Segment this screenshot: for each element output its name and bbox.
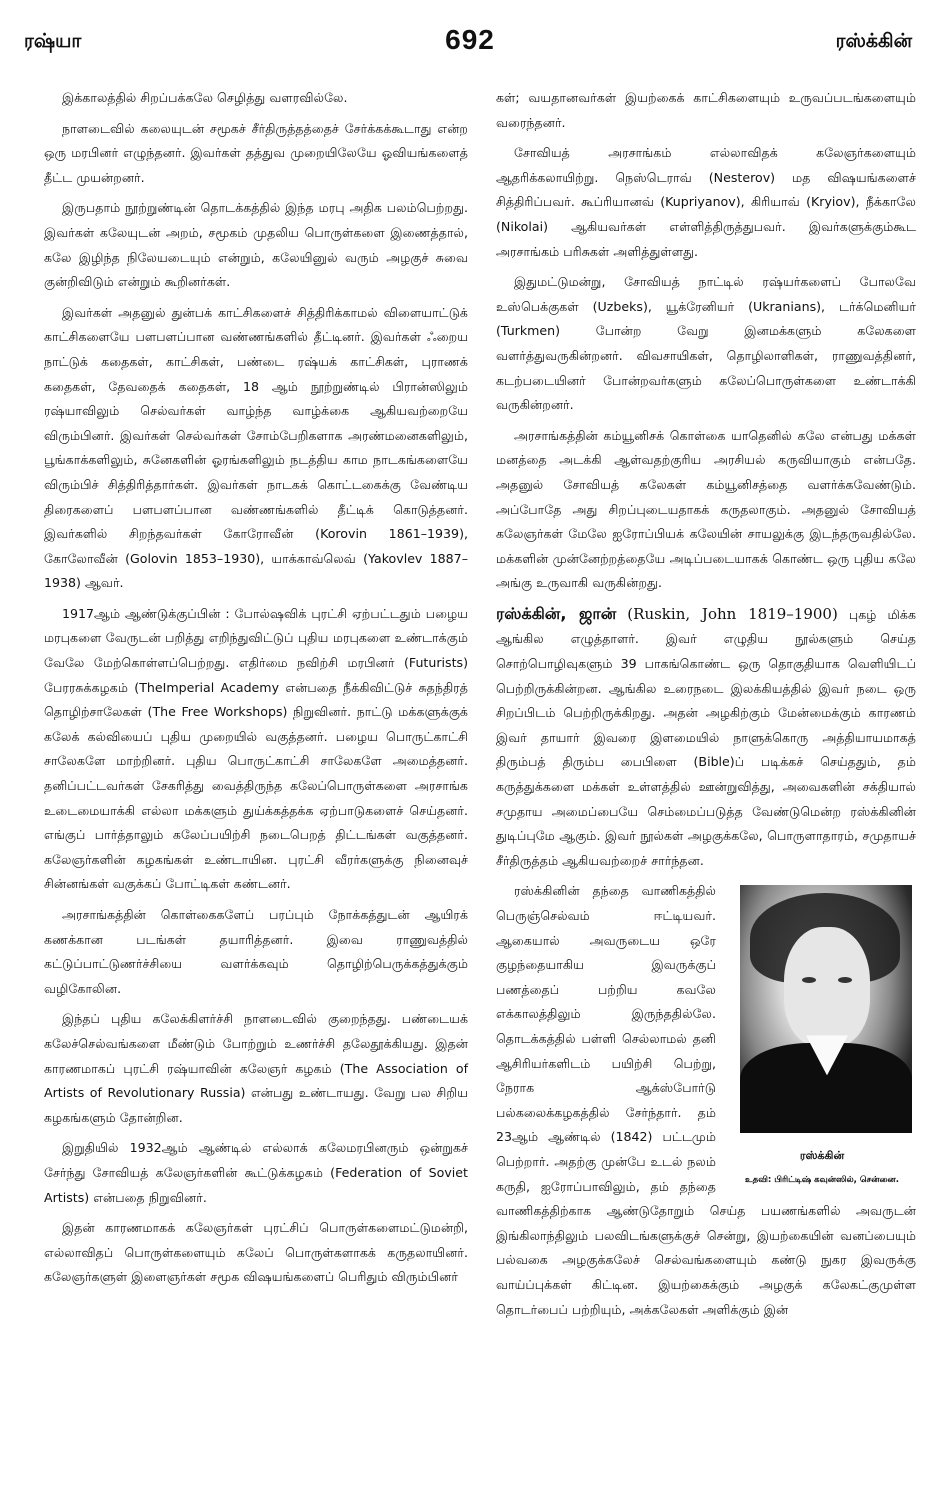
page-header — [20, 22, 920, 66]
paragraph: இருபதாம் நூற்றுண்டின் தொடக்கத்தில் இந்த மரபு அதிக பலம்பெற்றது. இவர்கள் கலேயுடன் அறம், சமூகம் முதலிய பொருள்களை இணைத்தால், கலே இழிந்த நிலேயடையும் என்றும், கலேயினுல் வரும் அழகுச் சுவை குன்றிவிடும் என்றும் கூறினர்கள். — [44, 200, 468, 290]
paragraph: இந்தப் புதிய கலேக்கிளர்ச்சி நாளடைவில் குறைந்தது. பண்டையக் கலேச்செல்வங்களை மீண்டும் போற்றும் உணர்ச்சி தலேதூக்கியது. இதன் காரணமாகப் புரட்சி ரஷ்யாவின் கலேஞர் கழகம் (The Association of Artists of Revolutionary Russia) என்பது உண்டாயது. வேறு பல சிறிய கழகங்களும் தோன்றின. — [44, 1011, 468, 1125]
portrait-caption: ரஸ்க்கின் — [799, 1149, 845, 1163]
paragraph: சோவியத் அரசாங்கம் எல்லாவிதக் கலேஞர்களையும் ஆதரிக்கலாயிற்று. நெஸ்டெராவ் (Nesterov) மத விஷயங்களைச் சித்திரிப்பவர். கூப்ரியானவ் (Kupriyanov), கிரியாவ் (Kryiov), நீக்காலே (Nikolai) ஆகியவர்கள் எள்ளித்திருத்துபவர். இவர்களுக்கும்கூட அரசாங்கம் பரிசுகள் அளித்துள்ளது. — [496, 145, 916, 259]
running-head-left: ரஷ்யா — [24, 30, 82, 52]
entry-paragraph — [496, 602, 916, 874]
entry-headword: ரஸ்க்கின், ஜான் — [496, 603, 617, 623]
portrait-credit: உதவி: பிரிட்டிஷ் கவுன்ஸில், சென்னை. — [745, 1175, 899, 1186]
entry-first-paragraph: புகழ் மிக்க ஆங்கில எழுத்தாளர். இவர் எழுதிய நூல்களும் செய்த சொற்பொழிவுகளும் 39 பாகங்கொண்ட ஒரு தொகுதியாக வெளியிடப் பெற்றிருக்கின்றன. ஆங்கில உரைநடை இலக்கியத்தில் இவர் நடை ஒரு சிறப்பிடம் பெற்றிருக்கிறது. அதன் அழகிற்கும் மேன்மைக்கும் காரணம் இவர் தாயார் இவரை இளமையில் நாளுக்கொரு அத்தியாயமாகத் திரும்பத் திரும்ப பைபிளை (Bible)ப் படிக்கச் செய்ததும், தம் கருத்துக்களை மக்கள் உள்ளத்தில் ஊன்றுவித்து, அவைகளின் சக்தியால் சமுதாய அமைப்பையே செம்மைப்படுத்த வேண்டுமென்ற ரஸ்க்கினின் துடிப்புமே ஆகும். இவர் நூல்கள் அழகுக்கலே, பொருளாதாரம், சமுதாயச் சீர்திருத்தம் ஆகியவற்றைச் சார்ந்தன. — [496, 606, 916, 868]
running-head-right: ரஸ்க்கின் — [835, 30, 912, 52]
left-column — [44, 86, 468, 1296]
paragraph: இதன் காரணமாகக் கலேஞர்கள் புரட்சிப் பொருள்களைமட்டுமன்றி, எல்லாவிதப் பொருள்களையும் கலேப் பொருள்களாகக் கருதலாயினர். கலேஞர்களுள் இளைஞர்கள் சமூக விஷயங்களைப் பெரிதும் விரும்பினர் — [44, 1220, 468, 1285]
paragraph: இவர்கள் அதனுல் துன்பக் காட்சிகளைச் சித்திரிக்காமல் விளையாட்டுக் காட்சிகளையே பளபளப்பான வண்ணங்களில் தீட்டினர். இவர்கள் ஃறைய நாட்டுக் கதைகள், காட்சிகள், பண்டை ரஷ்யக் காட்சிகள், புராணக் கதைகள், தேவதைக் கதைகள், 18 ஆம் நூற்றுண்டில் பிரான்ஸிலும் ரஷ்யாவிலும் செல்வர்கள் வாழ்ந்த வாழ்க்கை ஆகியவற்றையே விரும்பினர். இவர்கள் செல்வர்கள் சோம்பேறிகளாக அரண்மனைகளிலும், பூங்காக்களிலும், சுனேகளின் ஓரங்களிலும் நடத்திய காம நாடகங்களையே விரும்பிச் சித்திரித்தார்கள். இவர்கள் நாடகக் கொட்டகைக்கு வேண்டிய திரைகளைப் பளபளப்பான வண்ணங்களில் தீட்டிக் கொடுத்தனர். இவர்களில் சிறந்தவர்கள் கோரோவீன் (Korovin 1861–1939), கோலோவீன் (Golovin 1853–1930), யாக்காவ்லெவ் (Yakovlev 1887–1938) ஆவர். — [44, 304, 468, 591]
paragraph: 1917ஆம் ஆண்டுக்குப்பின் : போல்ஷவிக் புரட்சி ஏற்பட்டதும் பழைய மரபுகளை வேருடன் பறித்து எறிந்துவிட்டுப் புதிய மரபுகளை உண்டாக்கும் வேலே மேற்கொள்ளப்பெற்றது. எதிர்மை நவிற்சி மரபினர் (Futurists) பேரரசுக்கழகம் (TheImperial Academy என்பதை நீக்கிவிட்டுச் சுதந்திரத் தொழிற்சாலேகள் (The Free Workshops) நிறுவினர். நாட்டு மக்களுக்குக் கலேக் கல்வியைப் புதிய முறையில் வகுத்தனர். பழைய பொருட்காட்சி சாலேகளே மாற்றினர். புதிய பொருட்காட்சி சாலேகளே அமைத்தனர். தனிப்பட்டவர்கள் சேகரித்து வைத்திருந்த கலேப்பொருள்களை அரசாங்க உடைமையாக்கி எல்லா மக்களும் துய்க்கத்தக்க ஏற்பாடுகளைச் செய்தனர். எங்குப் பார்த்தாலும் கலேப்பயிற்சி நடைபெறத் திட்டங்கள் வகுத்தனர். கலேஞர்களின் கழகங்கள் உண்டாயின. புரட்சி வீரர்களுக்கு நினைவுச் சின்னங்கள் வகுக்கப் போட்டிகள் கண்டனர். — [44, 605, 468, 892]
paragraph: நாளடைவில் கலையுடன் சமூகச் சீர்திருத்தத்தைச் சேர்க்கக்கூடாது என்ற ஒரு மரபினர் எழுந்தனர். இவர்கள் தத்துவ முறையிலேயே ஓவியங்களைத் தீட்ட முயன்றனர். — [44, 120, 468, 185]
paragraph: இக்காலத்தில் சிறப்பக்கலே செழித்து வளரவில்லே. — [62, 90, 348, 105]
paragraph: கள்; வயதானவர்கள் இயற்கைக் காட்சிகளையும் உருவப்படங்களையும் வரைந்தனர். — [496, 90, 916, 130]
portrait-figure — [728, 885, 916, 1186]
paragraph: அரசாங்கத்தின் கம்யூனிசக் கொள்கை யாதெனில் கலே என்பது மக்கள் மனத்தை அடக்கி ஆள்வதற்குரிய அரசியல் கருவியாகும் என்பதே. அதனுல் சோவியத் கலேகள் கம்யூனிசத்தை வளர்க்கவேண்டும். அப்போதே அது சிறப்புடையதாகக் கருதலாகும். அதனுல் சோவியத் கலேஞர்கள் மேலே ஐரோப்பியக் கலேயின் சாயலுக்கு இடந்தருவதில்லே. மக்களின் முன்னேற்றத்தையே அடிப்படையாகக் கொண்ட ஒரு புதிய கலே அங்கு உருவாகி வருகின்றது. — [496, 427, 916, 591]
paragraph: இறுதியில் 1932ஆம் ஆண்டில் எல்லாக் கலேமரபினரும் ஒன்றுகச் சேர்ந்து சோவியத் கலேஞர்களின் கூட்டுக்கழகம் (Federation of Soviet Artists) என்பதை நிறுவினர். — [44, 1140, 468, 1205]
right-column — [496, 86, 916, 1328]
paragraph: ரஸ்க்கினின் தந்தை வாணிகத்தில் பெருஞ்செல்வம் ஈட்டியவர். ஆகையால் அவருடைய ஒரே குழந்தையாகிய இவருக்குப் பணத்தைப் பற்றிய கவலே எக்காலத்திலும் இருந்ததில்லே. தொடக்கத்தில் பள்ளி செல்லாமல் தனி ஆசிரியர்களிடம் பயிற்சி பெற்று, நேராக ஆக்ஸ்போர்டு பல்கலைக்கழகத்தில் சேர்ந்தார். தம் 23ஆம் ஆண்டில் (1842) பட்டமும் பெற்றார். அதற்கு முன்பே உடல் நலம் கருதி, ஐரோப்பாவிலும், தம் தந்தை வாணிகத்திற்காக ஆண்டுதோறும் செய்த பயணங்களில் அவருடன் இங்கிலாந்திலும் பலவிடங்களுக்குச் சென்று, இயற்கையின் வனப்பையும் பல்வகை அழகுக்கலேச் செல்வங்களையும் கண்டு நுகர இவருக்கு வாய்ப்புக்கள் கிட்டின. இயற்கைக்கும் அழகுக் கலேகட்குமுள்ள தொடர்பைப் பற்றியும், அக்கலேகள் அளிக்கும் இன் — [496, 883, 916, 1317]
entry-headword-dates: (Ruskin, John 1819–1900) — [627, 604, 838, 623]
page-number: 692 — [445, 24, 495, 55]
paragraph: அரசாங்கத்தின் கொள்கைகளேப் பரப்பும் நோக்கத்துடன் ஆயிரக் கணக்கான படங்கள் தயாரித்தனர். இவை ராணுவத்தில் கட்டுப்பாட்டுணர்ச்சியை வளர்க்கவும் தொழிற்பெருக்கத்துக்கும் வழிகோலின. — [44, 907, 468, 996]
paragraph: இதுமட்டுமன்று, சோவியத் நாட்டில் ரஷ்யர்களைப் போலவே உஸ்பெக்குகள் (Uzbeks), யூக்ரேனியர் (Ukranians), டர்க்மெனியர் (Turkmen) போன்ற வேறு இனமக்களும் கலேகளை வளர்த்துவருகின்றனர். விவசாயிகள், தொழிலாளிகள், ராணுவத்தினர், கடற்படையினர் போன்றவர்களும் கலேப்பொருள்களை உண்டாக்கி வருகின்றனர். — [496, 274, 916, 413]
portrait-photo — [740, 885, 912, 1133]
